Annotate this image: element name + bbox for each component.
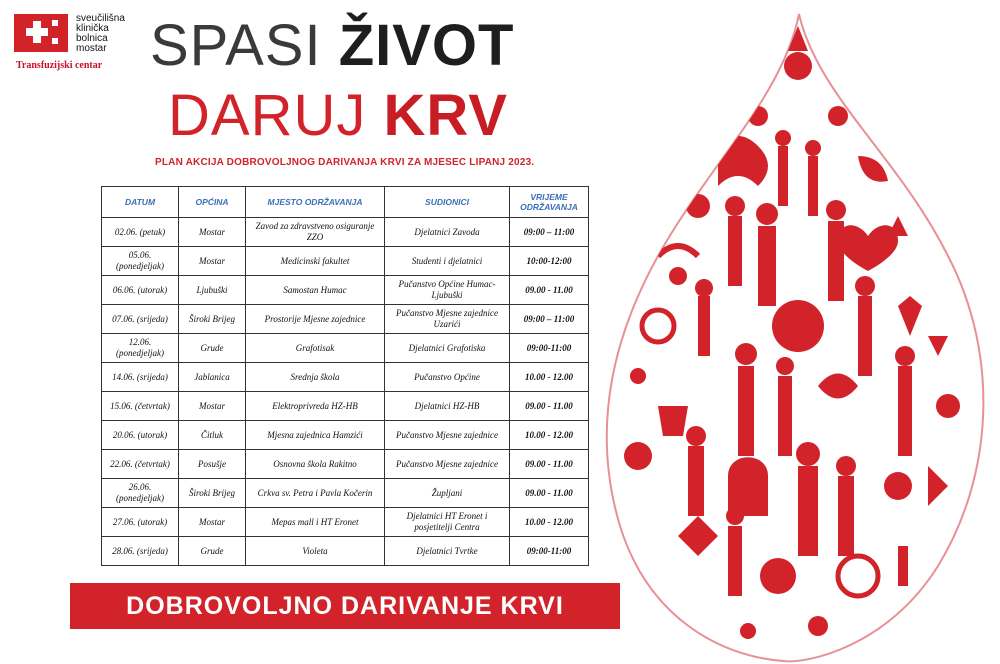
municipality-cell: Posušje — [179, 450, 246, 479]
table-header-row — [102, 187, 589, 218]
municipality-cell: Ljubuški — [179, 276, 246, 305]
table-row — [102, 450, 589, 479]
participants-cell: Pučanstvo Mjesne zajednice — [385, 421, 510, 450]
heading-line-1 — [150, 14, 514, 78]
table-row — [102, 247, 589, 276]
blood-drop-collage-icon — [598, 6, 1000, 664]
heading-word: ŽIVOT — [338, 13, 515, 78]
column-header: MJESTO ODRŽAVANJA — [246, 187, 385, 218]
municipality-cell: Široki Brijeg — [179, 305, 246, 334]
participants-cell: Djelatnici Grafotiska — [385, 334, 510, 363]
date-cell: 20.06. (utorak) — [102, 421, 179, 450]
location-cell: Samostan Humac — [246, 276, 385, 305]
location-cell: Mjesna zajednica Hamzići — [246, 421, 385, 450]
date-cell: 27.06. (utorak) — [102, 508, 179, 537]
heading-line-2 — [168, 84, 508, 148]
participants-cell: Djelatnici HZ-HB — [385, 392, 510, 421]
municipality-cell: Jablanica — [179, 363, 246, 392]
location-cell: Violeta — [246, 537, 385, 566]
logo-line: klinička — [76, 23, 109, 34]
date-cell: 07.06. (srijeda) — [102, 305, 179, 334]
table-row — [102, 363, 589, 392]
column-header: OPĆINA — [179, 187, 246, 218]
participants-cell: Djelatnici Tvrtke — [385, 537, 510, 566]
time-cell: 09:00 – 11:00 — [510, 218, 589, 247]
logo-text — [76, 14, 125, 54]
date-cell: 14.06. (srijeda) — [102, 363, 179, 392]
date-cell: 15.06. (četvrtak) — [102, 392, 179, 421]
municipality-cell: Mostar — [179, 247, 246, 276]
logo-line: sveučilišna — [76, 13, 125, 24]
plan-title: PLAN AKCIJA DOBROVOLJNOG DARIVANJA KRVI ZA MJESEC LIPANJ 2023. — [155, 157, 535, 168]
banner-text: DOBROVOLJNO DARIVANJE KRVI — [126, 592, 564, 620]
time-cell: 09:00-11:00 — [510, 537, 589, 566]
participants-cell: Pučanstvo Mjesne zajednice Uzarići — [385, 305, 510, 334]
heading-word: DARUJ — [168, 83, 367, 148]
date-cell: 26.06. (ponedjeljak) — [102, 479, 179, 508]
participants-cell: Djelatnici Zavoda — [385, 218, 510, 247]
table-row — [102, 537, 589, 566]
column-header: DATUM — [102, 187, 179, 218]
date-cell: 12.06. (ponedjeljak) — [102, 334, 179, 363]
location-cell: Medicinski fakultet — [246, 247, 385, 276]
hospital-logo — [8, 8, 138, 71]
date-cell: 02.06. (petak) — [102, 218, 179, 247]
time-cell: 09.00 - 11.00 — [510, 479, 589, 508]
location-cell: Srednja škola — [246, 363, 385, 392]
time-cell: 09.00 - 11.00 — [510, 276, 589, 305]
table-body — [102, 218, 589, 566]
date-cell: 28.06. (srijeda) — [102, 537, 179, 566]
logo-line: mostar — [76, 43, 107, 54]
table-row — [102, 334, 589, 363]
heading-word: KRV — [383, 83, 508, 148]
time-cell: 10:00-12:00 — [510, 247, 589, 276]
logo-subtitle: Transfuzijski centar — [16, 60, 103, 71]
municipality-cell: Široki Brijeg — [179, 479, 246, 508]
date-cell: 22.06. (četvrtak) — [102, 450, 179, 479]
location-cell: Osnovna škola Rakitno — [246, 450, 385, 479]
time-cell: 10.00 - 12.00 — [510, 421, 589, 450]
time-cell: 09.00 - 11.00 — [510, 392, 589, 421]
participants-cell: Župljani — [385, 479, 510, 508]
participants-cell: Pučanstvo Općine — [385, 363, 510, 392]
location-cell: Grafotisak — [246, 334, 385, 363]
time-cell: 09.00 - 11.00 — [510, 450, 589, 479]
location-cell: Mepas mall i HT Eronet — [246, 508, 385, 537]
municipality-cell: Mostar — [179, 508, 246, 537]
column-header: SUDIONICI — [385, 187, 510, 218]
red-cross-logo-icon — [14, 14, 68, 52]
location-cell: Zavod za zdravstveno osiguranje ZZO — [246, 218, 385, 247]
time-cell: 09:00-11:00 — [510, 334, 589, 363]
location-cell: Elektroprivreda HZ-HB — [246, 392, 385, 421]
time-cell: 09:00 – 11:00 — [510, 305, 589, 334]
location-cell: Prostorije Mjesne zajednice — [246, 305, 385, 334]
heading-word: SPASI — [150, 13, 322, 78]
participants-cell: Pučanstvo Općine Humac-Ljubuški — [385, 276, 510, 305]
location-cell: Crkva sv. Petra i Pavla Kočerin — [246, 479, 385, 508]
participants-cell: Pučanstvo Mjesne zajednice — [385, 450, 510, 479]
participants-cell: Djelatnici HT Eronet i posjetitelji Centra — [385, 508, 510, 537]
table-row — [102, 508, 589, 537]
table-row — [102, 479, 589, 508]
municipality-cell: Mostar — [179, 218, 246, 247]
time-cell: 10.00 - 12.00 — [510, 508, 589, 537]
drop-pattern — [624, 26, 960, 639]
table-row — [102, 421, 589, 450]
table-row — [102, 305, 589, 334]
municipality-cell: Grude — [179, 537, 246, 566]
participants-cell: Studenti i djelatnici — [385, 247, 510, 276]
table-row — [102, 218, 589, 247]
municipality-cell: Čitluk — [179, 421, 246, 450]
bottom-banner — [70, 583, 620, 629]
table-row — [102, 392, 589, 421]
date-cell: 06.06. (utorak) — [102, 276, 179, 305]
date-cell: 05.06. (ponedjeljak) — [102, 247, 179, 276]
logo-line: bolnica — [76, 33, 108, 44]
schedule-table — [101, 186, 589, 566]
table-row — [102, 276, 589, 305]
time-cell: 10.00 - 12.00 — [510, 363, 589, 392]
municipality-cell: Grude — [179, 334, 246, 363]
municipality-cell: Mostar — [179, 392, 246, 421]
column-header: VRIJEME ODRŽAVANJA — [510, 187, 589, 218]
